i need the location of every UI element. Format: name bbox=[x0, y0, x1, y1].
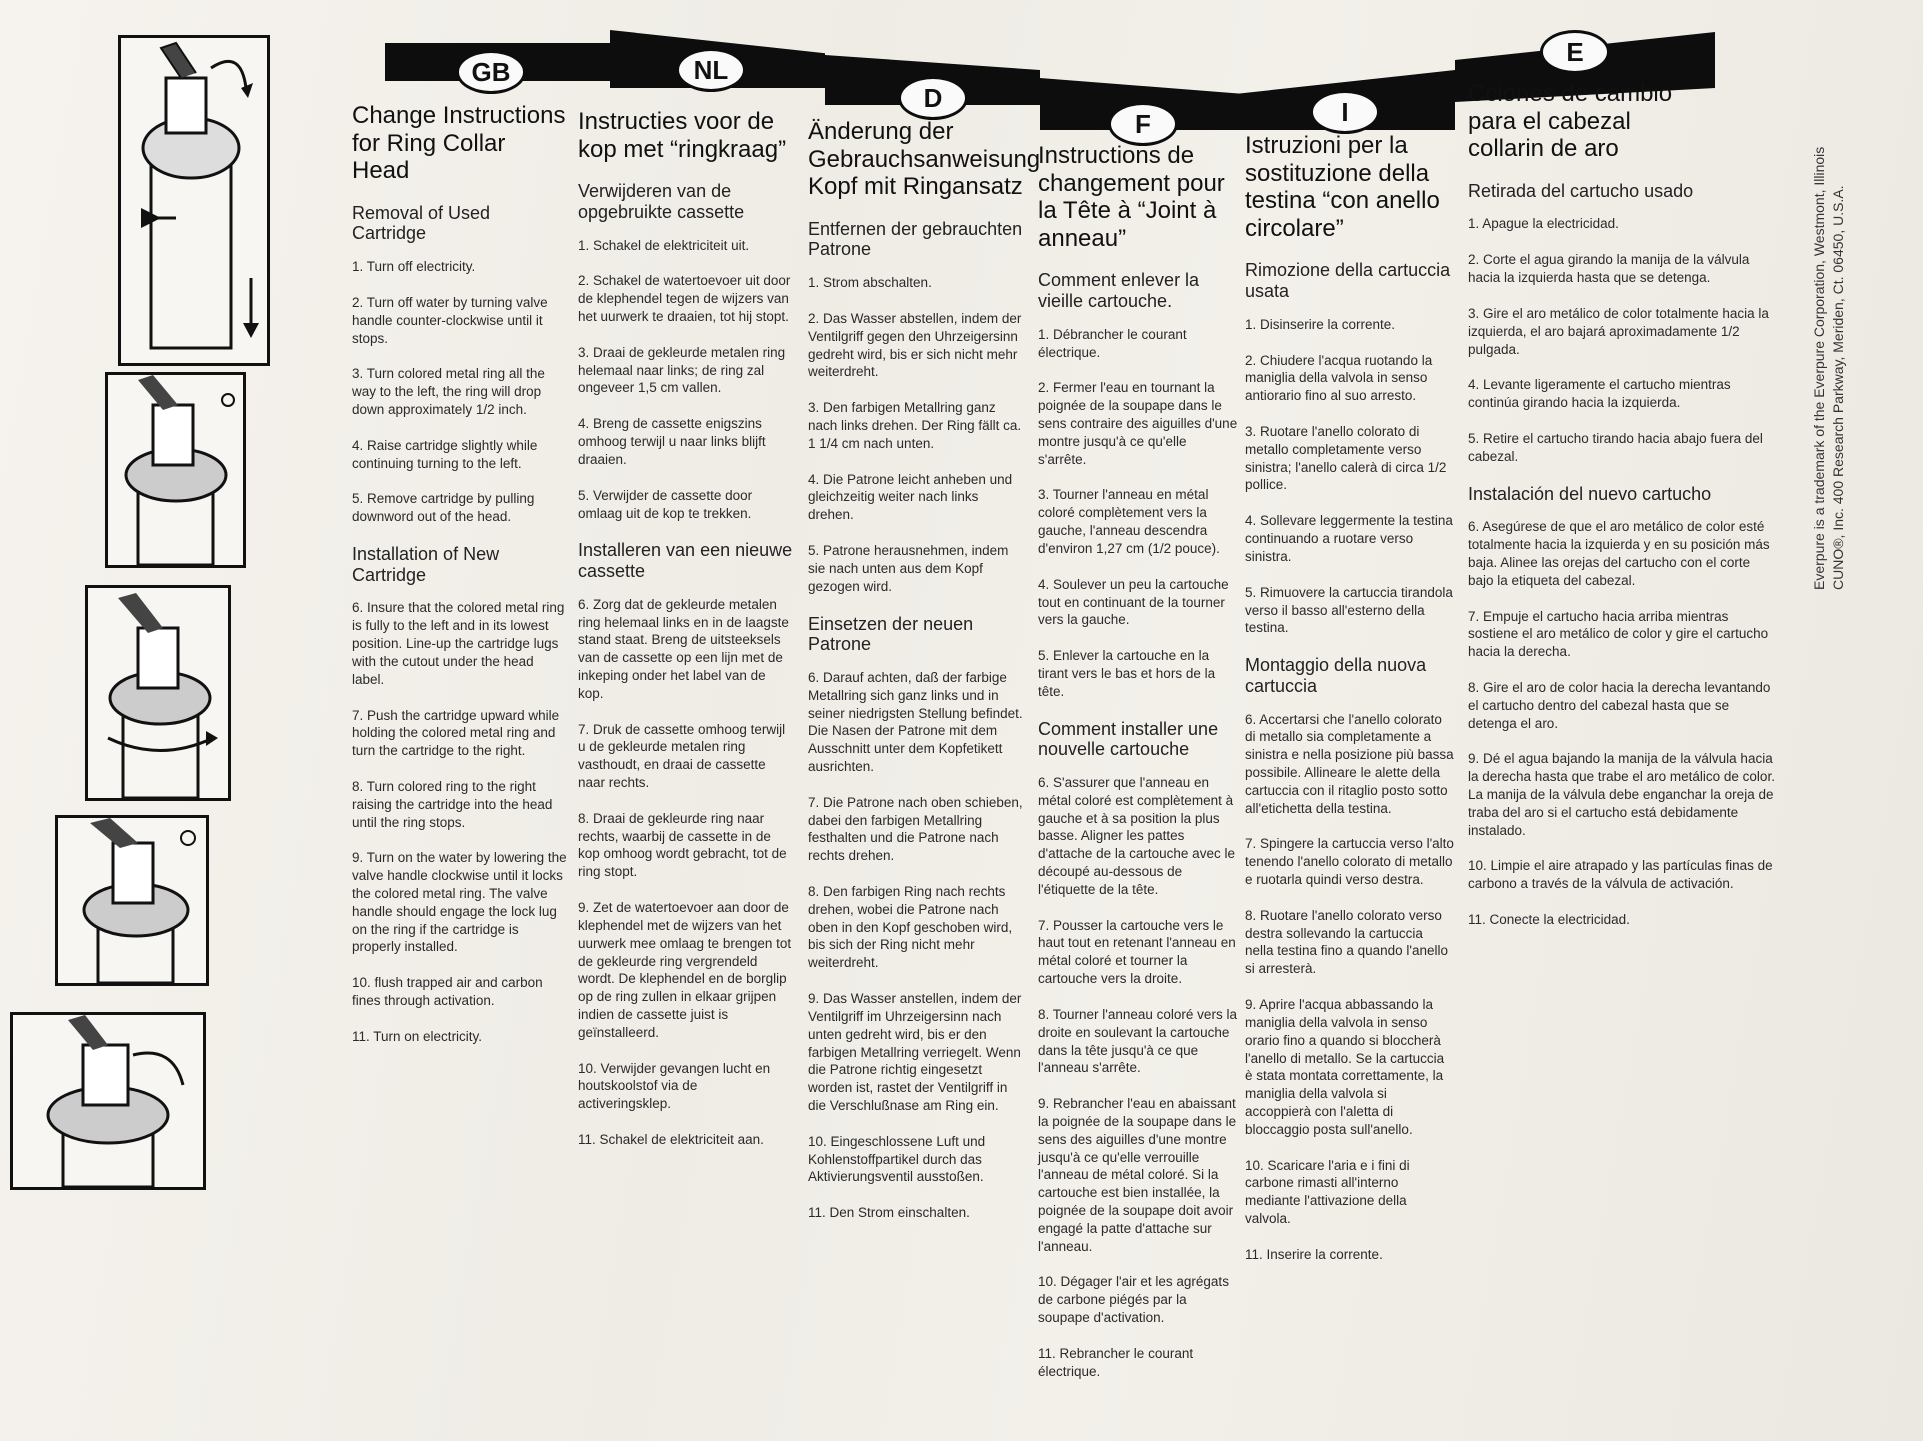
nl-step: 10. Verwijder gevangen lucht en houtskoolstof via de activeringsklep. bbox=[578, 1060, 771, 1112]
e-step: 1. Apague la electricidad. bbox=[1468, 216, 1619, 232]
d-step: 9. Das Wasser anstellen, indem der Ventilgriff im Uhrzeigersinn nach unten gedreht wird, bis er den farbigen Metallring verriegelt. Wenn die Patrone richtig eingesetzt worden ist, rastet der Ventilgriff in die Verschlußnase am Ring ein. bbox=[808, 991, 1022, 1113]
d-removal-heading: Entfernen der gebrauchten Patrone bbox=[808, 218, 1023, 260]
e-removal-heading: Retirada del cartucho usado bbox=[1468, 180, 1694, 201]
nl-install-heading: Installeren van een nieuwe cassette bbox=[578, 540, 793, 581]
gb-title: Change Instructions for Ring Collar Head bbox=[352, 102, 566, 185]
f-step: 1. Débrancher le courant électrique. bbox=[1038, 326, 1187, 360]
f-step: 7. Pousser la cartouche vers le haut tout en retenant l'anneau en métal coloré et tourner la cartouche vers la droite. bbox=[1038, 917, 1236, 987]
tab-i: I bbox=[1310, 90, 1380, 134]
d-install-heading: Einsetzen der neuen Patrone bbox=[808, 613, 974, 655]
gb-step: 10. flush trapped air and carbon fines through activation. bbox=[352, 975, 543, 1009]
f-install-heading: Comment installer une nouvelle cartouche bbox=[1038, 718, 1219, 760]
e-step: 2. Corte el agua girando la manija de la válvula hacia la izquierda hasta que se detenga. bbox=[1468, 252, 1750, 286]
e-step: 5. Retire el cartucho tirando hacia abajo fuera del cabezal. bbox=[1468, 430, 1763, 464]
tab-f: F bbox=[1108, 102, 1178, 146]
column-f bbox=[1038, 142, 1238, 1399]
f-step: 9. Rebrancher l'eau en abaissant la poignée de la soupape dans le sens des aiguilles d'une montre jusqu'à ce qu'elle verrouille l'anneau de métal coloré. Si la cartouche est bien installée, la poignée de la soupape doit avoir engagé la patte d'attache sur l'anneau. bbox=[1038, 1096, 1237, 1254]
e-step: 9. Dé el agua bajando la manija de la válvula hacia la derecha hasta que trabe el aro metálico de color. La manija de la válvula debe enganchar la oreja de traba del aro si el cartucho está debidamente instalado. bbox=[1468, 751, 1775, 838]
gb-step: 4. Raise cartridge slightly while continuing turning to the left. bbox=[352, 437, 538, 471]
gb-step: 6. Insure that the colored metal ring is fully to the left and in its lowest position. Line-up the cartridge lugs with the cutout under the head label. bbox=[352, 600, 565, 687]
e-step: 6. Asegúrese de que el aro metálico de color esté totalmente hacia la izquierda y en su posición más baja. Alinee las orejas del cartucho con el corte bajo la etiqueta del cabezal. bbox=[1468, 519, 1770, 588]
e-step: 11. Conecte la electricidad. bbox=[1468, 912, 1630, 928]
column-e bbox=[1468, 80, 1778, 947]
e-step: 4. Levante ligeramente el cartucho mientras continúa girando hacia la izquierda. bbox=[1468, 377, 1731, 411]
nl-removal-heading: Verwijderen van de opgebruikte cassette bbox=[578, 181, 745, 222]
gb-step: 7. Push the cartridge upward while holding the colored metal ring and turn the cartridge to the right. bbox=[352, 707, 560, 759]
e-install-heading: Instalación del nuevo cartucho bbox=[1468, 483, 1712, 504]
d-step: 3. Den farbigen Metallring ganz nach links drehen. Der Ring fällt ca. 1 1/4 cm nach unten. bbox=[808, 400, 1022, 451]
e-step: 8. Gire el aro de color hacia la derecha levantando el cartucho dentro del cabezal hasta que se detenga el aro. bbox=[1468, 679, 1771, 731]
trademark-note bbox=[1810, 90, 1848, 590]
f-step: 6. S'assurer que l'anneau en métal coloré est complètement à gauche et à sa position la plus basse. Aligner les pattes d'attache de la cartouche avec le découpé au-dessous de l'étiquette de la tête. bbox=[1038, 774, 1235, 897]
d-step: 8. Den farbigen Ring nach rechts drehen, wobei die Patrone nach oben in den Kopf geschoben wird, bis sich der Ring nicht mehr weiterdreht. bbox=[808, 884, 1013, 971]
nl-step: 11. Schakel de elektriciteit aan. bbox=[578, 1132, 764, 1147]
d-step: 10. Eingeschlossene Luft und Kohlenstoffpartikel durch das Aktivierungsventil ausstoßen. bbox=[808, 1133, 986, 1185]
e-title: Cciones de cambio para el cabezal collarin de aro bbox=[1468, 80, 1673, 163]
i-title: Istruzioni per la sostituzione della testina “con anello circolare” bbox=[1245, 132, 1440, 242]
f-step: 10. Dégager l'air et les agrégats de carbone piégés par la soupape d'activation. bbox=[1038, 1274, 1229, 1326]
nl-step: 9. Zet de watertoevoer aan door de klephendel met de wijzers van het uurwerk mee omlaag te brengen tot de gekleurde ring vergrendeld wordt. De klephendel en de borglip op de ring zullen in elkaar grijpen indien de cassette juist is geïnstalleerd. bbox=[578, 900, 792, 1040]
gb-step: 8. Turn colored ring to the right raising the cartridge into the head until the ring stops. bbox=[352, 778, 553, 830]
i-step: 3. Ruotare l'anello colorato di metallo completamente verso sinistra; l'anello calerà di circa 1/2 pollice. bbox=[1245, 424, 1447, 493]
f-title: Instructions de changement pour la Tête à “Joint à anneau” bbox=[1038, 142, 1225, 252]
nl-step: 2. Schakel de watertoevoer uit door de klephendel tegen de wijzers van het uurwerk te draaien, tot hij stopt. bbox=[578, 273, 791, 324]
column-i bbox=[1245, 132, 1455, 1282]
column-d bbox=[808, 118, 1041, 1240]
gb-step: 9. Turn on the water by lowering the valve handle clockwise until it locks the colored metal ring. The valve handle should engage the lock lug on the ring if the cartridge is properly installed. bbox=[352, 850, 567, 955]
e-step: 10. Limpie el aire atrapado y las partículas finas de carbono a través de la válvula de activación. bbox=[1468, 858, 1773, 892]
e-step: 7. Empuje el cartucho hacia arriba mientras sostiene el aro metálico de color y gire el cartucho hacia la derecha. bbox=[1468, 608, 1769, 660]
nl-step: 1. Schakel de elektriciteit uit. bbox=[578, 237, 750, 253]
gb-install-heading: Installation of New Cartridge bbox=[352, 544, 500, 585]
i-step: 5. Rimuovere la cartuccia tirandola verso il basso all'esterno della testina. bbox=[1245, 584, 1453, 636]
f-step: 5. Enlever la cartouche en la tirant vers le bas et hors de la tête. bbox=[1038, 648, 1216, 699]
d-step: 1. Strom abschalten. bbox=[808, 275, 932, 291]
e-step: 3. Gire el aro metálico de color totalmente hacia la izquierda, el aro bajará aproximadamente 1/2 pulgada. bbox=[1468, 305, 1769, 357]
i-step: 6. Accertarsi che l'anello colorato di metallo sia completamente a sinistra e nella posizione più bassa possibile. Allineare le alette della cartuccia con il ritaglio posto sotto all'etichetta della testina. bbox=[1245, 711, 1454, 816]
trademark-line: Everpure is a trademark of the Everpure Corporation, Westmont, Illinois bbox=[1811, 146, 1827, 590]
i-install-heading: Montaggio della nuova cartuccia bbox=[1245, 655, 1427, 696]
gb-step: 5. Remove cartridge by pulling downword out of the head. bbox=[352, 491, 535, 525]
column-gb bbox=[352, 102, 567, 1064]
figure-step-4 bbox=[55, 815, 209, 986]
d-title: Änderung der Gebrauchsanweisung Kopf mit Ringansatz bbox=[808, 118, 1041, 201]
f-step: 3. Tourner l'anneau en métal coloré complètement vers la gauche, l'anneau descendra d'environ 1,27 cm (1/2 pouce). bbox=[1038, 487, 1220, 556]
f-step: 11. Rebrancher le courant électrique. bbox=[1038, 1345, 1194, 1379]
tab-nl: NL bbox=[676, 48, 746, 92]
nl-title: Instructies voor de kop met “ringkraag” bbox=[578, 108, 787, 163]
d-step: 2. Das Wasser abstellen, indem der Ventilgriff gegen den Uhrzeigersinn gedreht wird, bis er sich nicht mehr weiterdreht. bbox=[808, 310, 1022, 380]
figure-step-5 bbox=[10, 1012, 206, 1190]
i-step: 8. Ruotare l'anello colorato verso destra sollevando la cartuccia nella testina fino a quando l'anello si arresterà. bbox=[1245, 907, 1448, 977]
d-step: 11. Den Strom einschalten. bbox=[808, 1205, 970, 1221]
column-nl bbox=[578, 108, 793, 1167]
nl-step: 6. Zorg dat de gekleurde metalen ring helemaal links en in de laagste stand staat. Breng de uitsteeksels van de cassette op een lijn met de inkeping onder het label van de kop. bbox=[578, 596, 789, 701]
nl-step: 5. Verwijder de cassette door omlaag uit de kop te trekken. bbox=[578, 487, 753, 521]
figure-step-1 bbox=[118, 35, 270, 366]
f-step: 8. Tourner l'anneau coloré vers la droite en soulevant la cartouche dans la tête jusqu'à ce que l'anneau s'arrête. bbox=[1038, 1006, 1237, 1076]
f-step: 2. Fermer l'eau en tournant la poignée de la soupape dans le sens contraire des aiguilles d'une montre jusqu'à ce qu'elle s'arrête. bbox=[1038, 380, 1238, 467]
i-step: 9. Aprire l'acqua abbassando la maniglia della valvola in senso orario fino a quando si bloccherà l'anello di metallo. Se la cartuccia è stata montata correttamente, la maniglia della valvola si accoppierà con l'aletta di bloccaggio posta sull'anello. bbox=[1245, 997, 1445, 1137]
gb-step: 3. Turn colored metal ring all the way to the left, the ring will drop down approximately 1/2 inch. bbox=[352, 366, 545, 418]
d-step: 4. Die Patrone leicht anheben und gleichzeitig weiter nach links drehen. bbox=[808, 471, 1013, 523]
gb-step: 2. Turn off water by turning valve handle counter-clockwise until it stops. bbox=[352, 294, 548, 346]
cartridge-removal-illustration bbox=[121, 38, 267, 363]
i-step: 7. Spingere la cartuccia verso l'alto tenendo l'anello colorato di metallo e ruotarla quindi verso destra. bbox=[1245, 836, 1454, 887]
i-step: 10. Scaricare l'aria e i fini di carbone rimasti all'interno mediante l'attivazione della valvola. bbox=[1245, 1157, 1410, 1226]
d-step: 5. Patrone herausnehmen, indem sie nach unten aus dem Kopf gezogen wird. bbox=[808, 543, 1009, 594]
gb-step: 1. Turn off electricity. bbox=[352, 259, 476, 275]
nl-step: 7. Druk de cassette omhoog terwijl u de gekleurde metalen ring vasthoudt, en draai de cassette naar rechts. bbox=[578, 721, 786, 790]
gb-step: 11. Turn on electricity. bbox=[352, 1028, 483, 1044]
address-line: CUNO®, Inc. 400 Research Parkway, Meriden, Ct. 06450, U.S.A. bbox=[1829, 185, 1846, 590]
nl-step: 4. Breng de cassette enigszins omhoog terwijl u naar links blijft draaien. bbox=[578, 416, 766, 467]
d-step: 6. Darauf achten, daß der farbige Metallring sich ganz links und in seiner niedrigsten Stellung befindet. Die Nasen der Patrone mit dem Ausschnitt unter dem Kopfetikett ausrichten. bbox=[808, 669, 1023, 774]
tab-d: D bbox=[898, 76, 968, 120]
f-step: 4. Soulever un peu la cartouche tout en continuant de la tourner vers la gauche. bbox=[1038, 576, 1229, 628]
gb-removal-heading: Removal of Used Cartridge bbox=[352, 202, 491, 244]
i-removal-heading: Rimozione della cartuccia usata bbox=[1245, 260, 1451, 302]
nl-step: 3. Draai de gekleurde metalen ring helemaal naar links; de ring zal ongeveer 1,5 cm vallen. bbox=[578, 344, 786, 396]
figure-step-3 bbox=[85, 585, 231, 801]
i-step: 2. Chiudere l'acqua ruotando la maniglia della valvola in senso antiorario fino al suo arresto. bbox=[1245, 352, 1433, 404]
i-step: 11. Inserire la corrente. bbox=[1245, 1246, 1383, 1262]
i-step: 1. Disinserire la corrente. bbox=[1245, 316, 1396, 332]
tab-gb: GB bbox=[456, 50, 526, 94]
tab-e: E bbox=[1540, 30, 1610, 74]
d-step: 7. Die Patrone nach oben schieben, dabei den farbigen Metallring festhalten und die Patrone nach rechts drehen. bbox=[808, 794, 1023, 864]
figure-step-2 bbox=[105, 372, 246, 568]
i-step: 4. Sollevare leggermente la testina continuando a ruotare verso sinistra. bbox=[1245, 513, 1453, 564]
f-removal-heading: Comment enlever la vieille cartouche. bbox=[1038, 270, 1200, 312]
nl-step: 8. Draai de gekleurde ring naar rechts, waarbij de cassette in de kop omhoog wordt gebracht, tot de ring stopt. bbox=[578, 810, 787, 880]
